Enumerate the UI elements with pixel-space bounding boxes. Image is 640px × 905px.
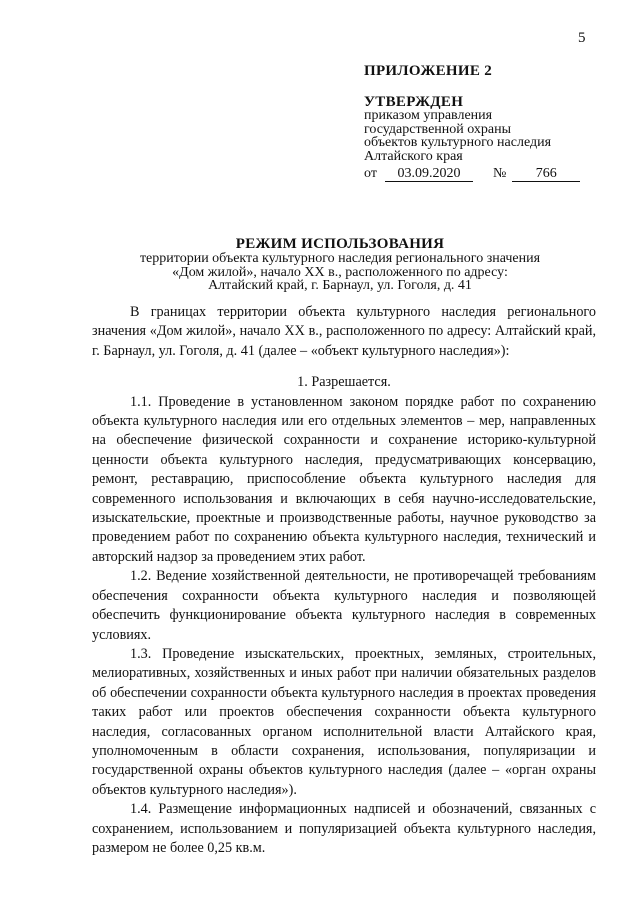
order-line: государственной охраны [364, 121, 512, 137]
document-heading [80, 236, 600, 293]
order-number: 766 [512, 167, 580, 182]
order-date: 03.09.2020 [385, 167, 473, 182]
order-date-line [364, 167, 624, 182]
order-issuer [364, 109, 624, 163]
number-prefix: № [492, 166, 507, 181]
section-title: 1. Разрешается. [297, 374, 391, 391]
clause-1-1: 1.1. Проведение в установленном законом порядке работ по сохранению объекта культурного наследия или его отдельных элементов – мер, направленных на обеспечение физической сохранности и сохранение историко-культурной ценности объекта культурного наследия, предусматривающих консервацию, ремонт, реставрацию, приспособление объекта культурного наследия для современного использования и включающих в себя научно-исследовательские, изыскательские, проектные и производственные работы, научное руководство за проведением работ по сохранению объекта культурного наследия, технический и авторский надзор за проведением этих работ. [92, 393, 596, 565]
order-line: приказом управления [364, 108, 493, 123]
clause-1-2: 1.2. Ведение хозяйственной деятельности, не противоречащей требованиям обеспечения сохранности объекта культурного наследия и позволяющей обеспечить функционирование объекта культурного наследия в современных условиях. [92, 568, 596, 643]
clause-1-3: 1.3. Проведение изыскательских, проектных, земляных, строительных, мелиоративных, хозяйственных и иных работ при наличии обязательных разделов об обеспечении сохранности объекта культурного наследия в проектах проведения таких работ или проектов обеспечения сохранности объекта культурного наследия, согласованных органом исполнительной власти Алтайского края, уполномоченным в области сохранения, использования, популяризации и государственной охраны объектов культурного наследия (далее – «орган охраны объектов культурного наследия»). [92, 645, 596, 798]
heading-line: территории объекта культурного наследия регионального значения [139, 251, 541, 266]
order-line: объектов культурного наследия [364, 135, 552, 150]
approval-block [364, 64, 624, 182]
approved-title: УТВЕРЖДЕН [364, 94, 464, 110]
heading-line: «Дом жилой», начало XX в., расположенного по адресу: [172, 264, 508, 280]
date-prefix: от [364, 166, 377, 181]
page-number: 5 [578, 30, 586, 46]
clause-1-4: 1.4. Размещение информационных надписей и обозначений, связанных с сохранением, использованием и популяризацией объекта культурного наследия, размером не более 0,25 кв.м. [92, 801, 596, 856]
order-line: Алтайского края [364, 148, 463, 164]
appendix-title: ПРИЛОЖЕНИЕ 2 [364, 63, 492, 79]
document-body [92, 303, 596, 858]
intro-paragraph: В границах территории объекта культурного наследия регионального значения «Дом жилой», начало XX в., расположенного по адресу: Алтайский край, г. Барнаул, ул. Гоголя, д. 41 (далее – «объект культурного наследия»): [92, 304, 596, 359]
heading-line: Алтайский край, г. Барнаул, ул. Гоголя, д. 41 [208, 278, 472, 293]
heading-title: РЕЖИМ ИСПОЛЬЗОВАНИЯ [235, 236, 445, 252]
